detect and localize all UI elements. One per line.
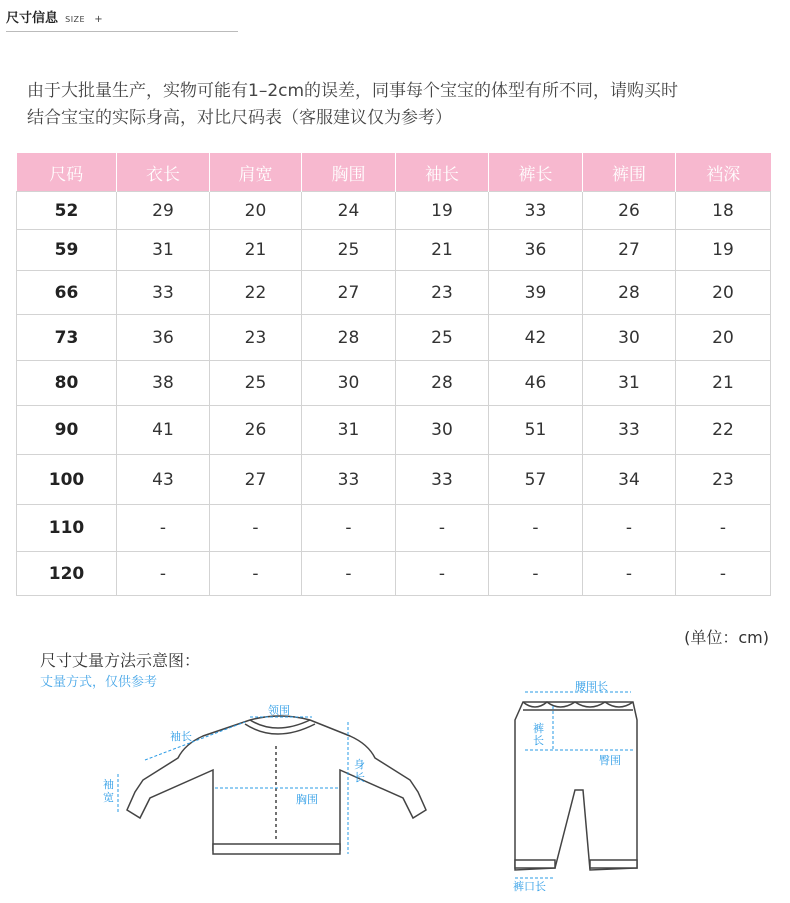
table-cell: -: [676, 505, 771, 552]
table-row: [17, 505, 771, 552]
table-cell: -: [117, 505, 210, 552]
table-cell: 36: [489, 230, 583, 271]
table-cell: 33: [396, 455, 489, 505]
header-body-length: 衣长: [117, 153, 210, 192]
label-body-length-1: 身: [354, 758, 365, 771]
header-crotch-depth: 裆深: [676, 153, 771, 192]
table-body: [17, 192, 771, 596]
label-collar: 领围: [268, 704, 290, 717]
size-cell: 73: [17, 315, 117, 361]
table-cell: -: [210, 505, 302, 552]
label-hem: 裤口长: [513, 880, 546, 893]
table-cell: 21: [676, 361, 771, 406]
table-cell: 19: [396, 192, 489, 230]
table-cell: 26: [210, 406, 302, 455]
size-cell: 90: [17, 406, 117, 455]
section-header: [6, 7, 236, 31]
table-header-row: [17, 153, 771, 192]
table-cell: 51: [489, 406, 583, 455]
header-pants-waist: 裤围: [583, 153, 676, 192]
table-cell: 24: [302, 192, 396, 230]
size-notice: [27, 78, 767, 132]
table-cell: 33: [302, 455, 396, 505]
header-divider: [6, 31, 238, 32]
size-cell: 120: [17, 552, 117, 596]
label-pants-length-1: 裤: [533, 722, 544, 735]
notice-line-1: 由于大批量生产，实物可能有1–2cm的误差，同事每个宝宝的体型有所不同，请购买时: [27, 81, 679, 101]
table-cell: -: [210, 552, 302, 596]
header-chest: 胸围: [302, 153, 396, 192]
table-cell: 28: [302, 315, 396, 361]
label-hip: 臀围: [599, 754, 621, 767]
unit-note: (单位：cm): [684, 628, 769, 647]
table-row: [17, 552, 771, 596]
header-shoulder: 肩宽: [210, 153, 302, 192]
table-cell: -: [676, 552, 771, 596]
table-cell: -: [489, 505, 583, 552]
table-cell: 43: [117, 455, 210, 505]
table-cell: 23: [676, 455, 771, 505]
label-body-length-2: 长: [354, 771, 365, 784]
label-pants-length-2: 长: [533, 734, 544, 747]
header-size: 尺码: [17, 153, 117, 192]
table-cell: 28: [396, 361, 489, 406]
table-cell: 23: [210, 315, 302, 361]
table-cell: 21: [396, 230, 489, 271]
size-cell: 80: [17, 361, 117, 406]
table-cell: 33: [583, 406, 676, 455]
table-cell: 38: [117, 361, 210, 406]
table-row: [17, 315, 771, 361]
pants-measure-diagram: [505, 680, 655, 895]
table-cell: 41: [117, 406, 210, 455]
notice-line-2: 结合宝宝的实际身高，对比尺码表（客服建议仅为参考）: [27, 108, 452, 128]
table-cell: 20: [676, 271, 771, 315]
shirt-measure-diagram: [100, 700, 440, 870]
table-cell: 57: [489, 455, 583, 505]
table-cell: 36: [117, 315, 210, 361]
table-cell: 20: [210, 192, 302, 230]
table-cell: 28: [583, 271, 676, 315]
table-cell: 27: [583, 230, 676, 271]
table-row: [17, 230, 771, 271]
table-row: [17, 361, 771, 406]
table-cell: 27: [302, 271, 396, 315]
table-cell: 30: [396, 406, 489, 455]
plus-icon: +: [94, 14, 103, 25]
table-cell: 30: [583, 315, 676, 361]
table-cell: 42: [489, 315, 583, 361]
header-sleeve: 袖长: [396, 153, 489, 192]
label-cuff-width-1: 袖: [103, 778, 114, 791]
size-cell: 66: [17, 271, 117, 315]
table-cell: 29: [117, 192, 210, 230]
label-chest: 胸围: [296, 793, 318, 806]
table-cell: 31: [302, 406, 396, 455]
table-row: [17, 406, 771, 455]
table-cell: 25: [396, 315, 489, 361]
table-cell: 30: [302, 361, 396, 406]
table-cell: 23: [396, 271, 489, 315]
table-cell: 31: [583, 361, 676, 406]
header-pants-length: 裤长: [489, 153, 583, 192]
section-subtitle: SIZE: [65, 15, 86, 24]
method-subtitle: 丈量方式，仅供参考: [40, 675, 158, 690]
table-cell: 20: [676, 315, 771, 361]
table-cell: 25: [302, 230, 396, 271]
size-cell: 59: [17, 230, 117, 271]
table-row: [17, 455, 771, 505]
size-cell: 52: [17, 192, 117, 230]
table-cell: 33: [489, 192, 583, 230]
table-cell: 31: [117, 230, 210, 271]
method-title: 尺寸丈量方法示意图：: [40, 651, 201, 670]
table-cell: 25: [210, 361, 302, 406]
table-cell: 27: [210, 455, 302, 505]
table-row: [17, 271, 771, 315]
label-waist: 腰围长: [575, 680, 608, 693]
table-cell: 26: [583, 192, 676, 230]
table-cell: 19: [676, 230, 771, 271]
table-cell: -: [489, 552, 583, 596]
table-cell: 39: [489, 271, 583, 315]
table-cell: 22: [676, 406, 771, 455]
size-cell: 110: [17, 505, 117, 552]
table-cell: -: [302, 505, 396, 552]
table-cell: -: [396, 505, 489, 552]
table-cell: -: [117, 552, 210, 596]
table-cell: 46: [489, 361, 583, 406]
table-cell: 33: [117, 271, 210, 315]
section-title: 尺寸信息: [6, 11, 59, 26]
table-cell: -: [583, 505, 676, 552]
table-cell: -: [396, 552, 489, 596]
label-sleeve-length: 袖长: [170, 730, 192, 743]
table-row: [17, 192, 771, 230]
table-cell: -: [302, 552, 396, 596]
label-cuff-width-2: 宽: [103, 791, 114, 804]
table-cell: 21: [210, 230, 302, 271]
table-cell: -: [583, 552, 676, 596]
table-cell: 18: [676, 192, 771, 230]
size-table: [16, 153, 771, 596]
table-cell: 22: [210, 271, 302, 315]
table-cell: 34: [583, 455, 676, 505]
size-cell: 100: [17, 455, 117, 505]
